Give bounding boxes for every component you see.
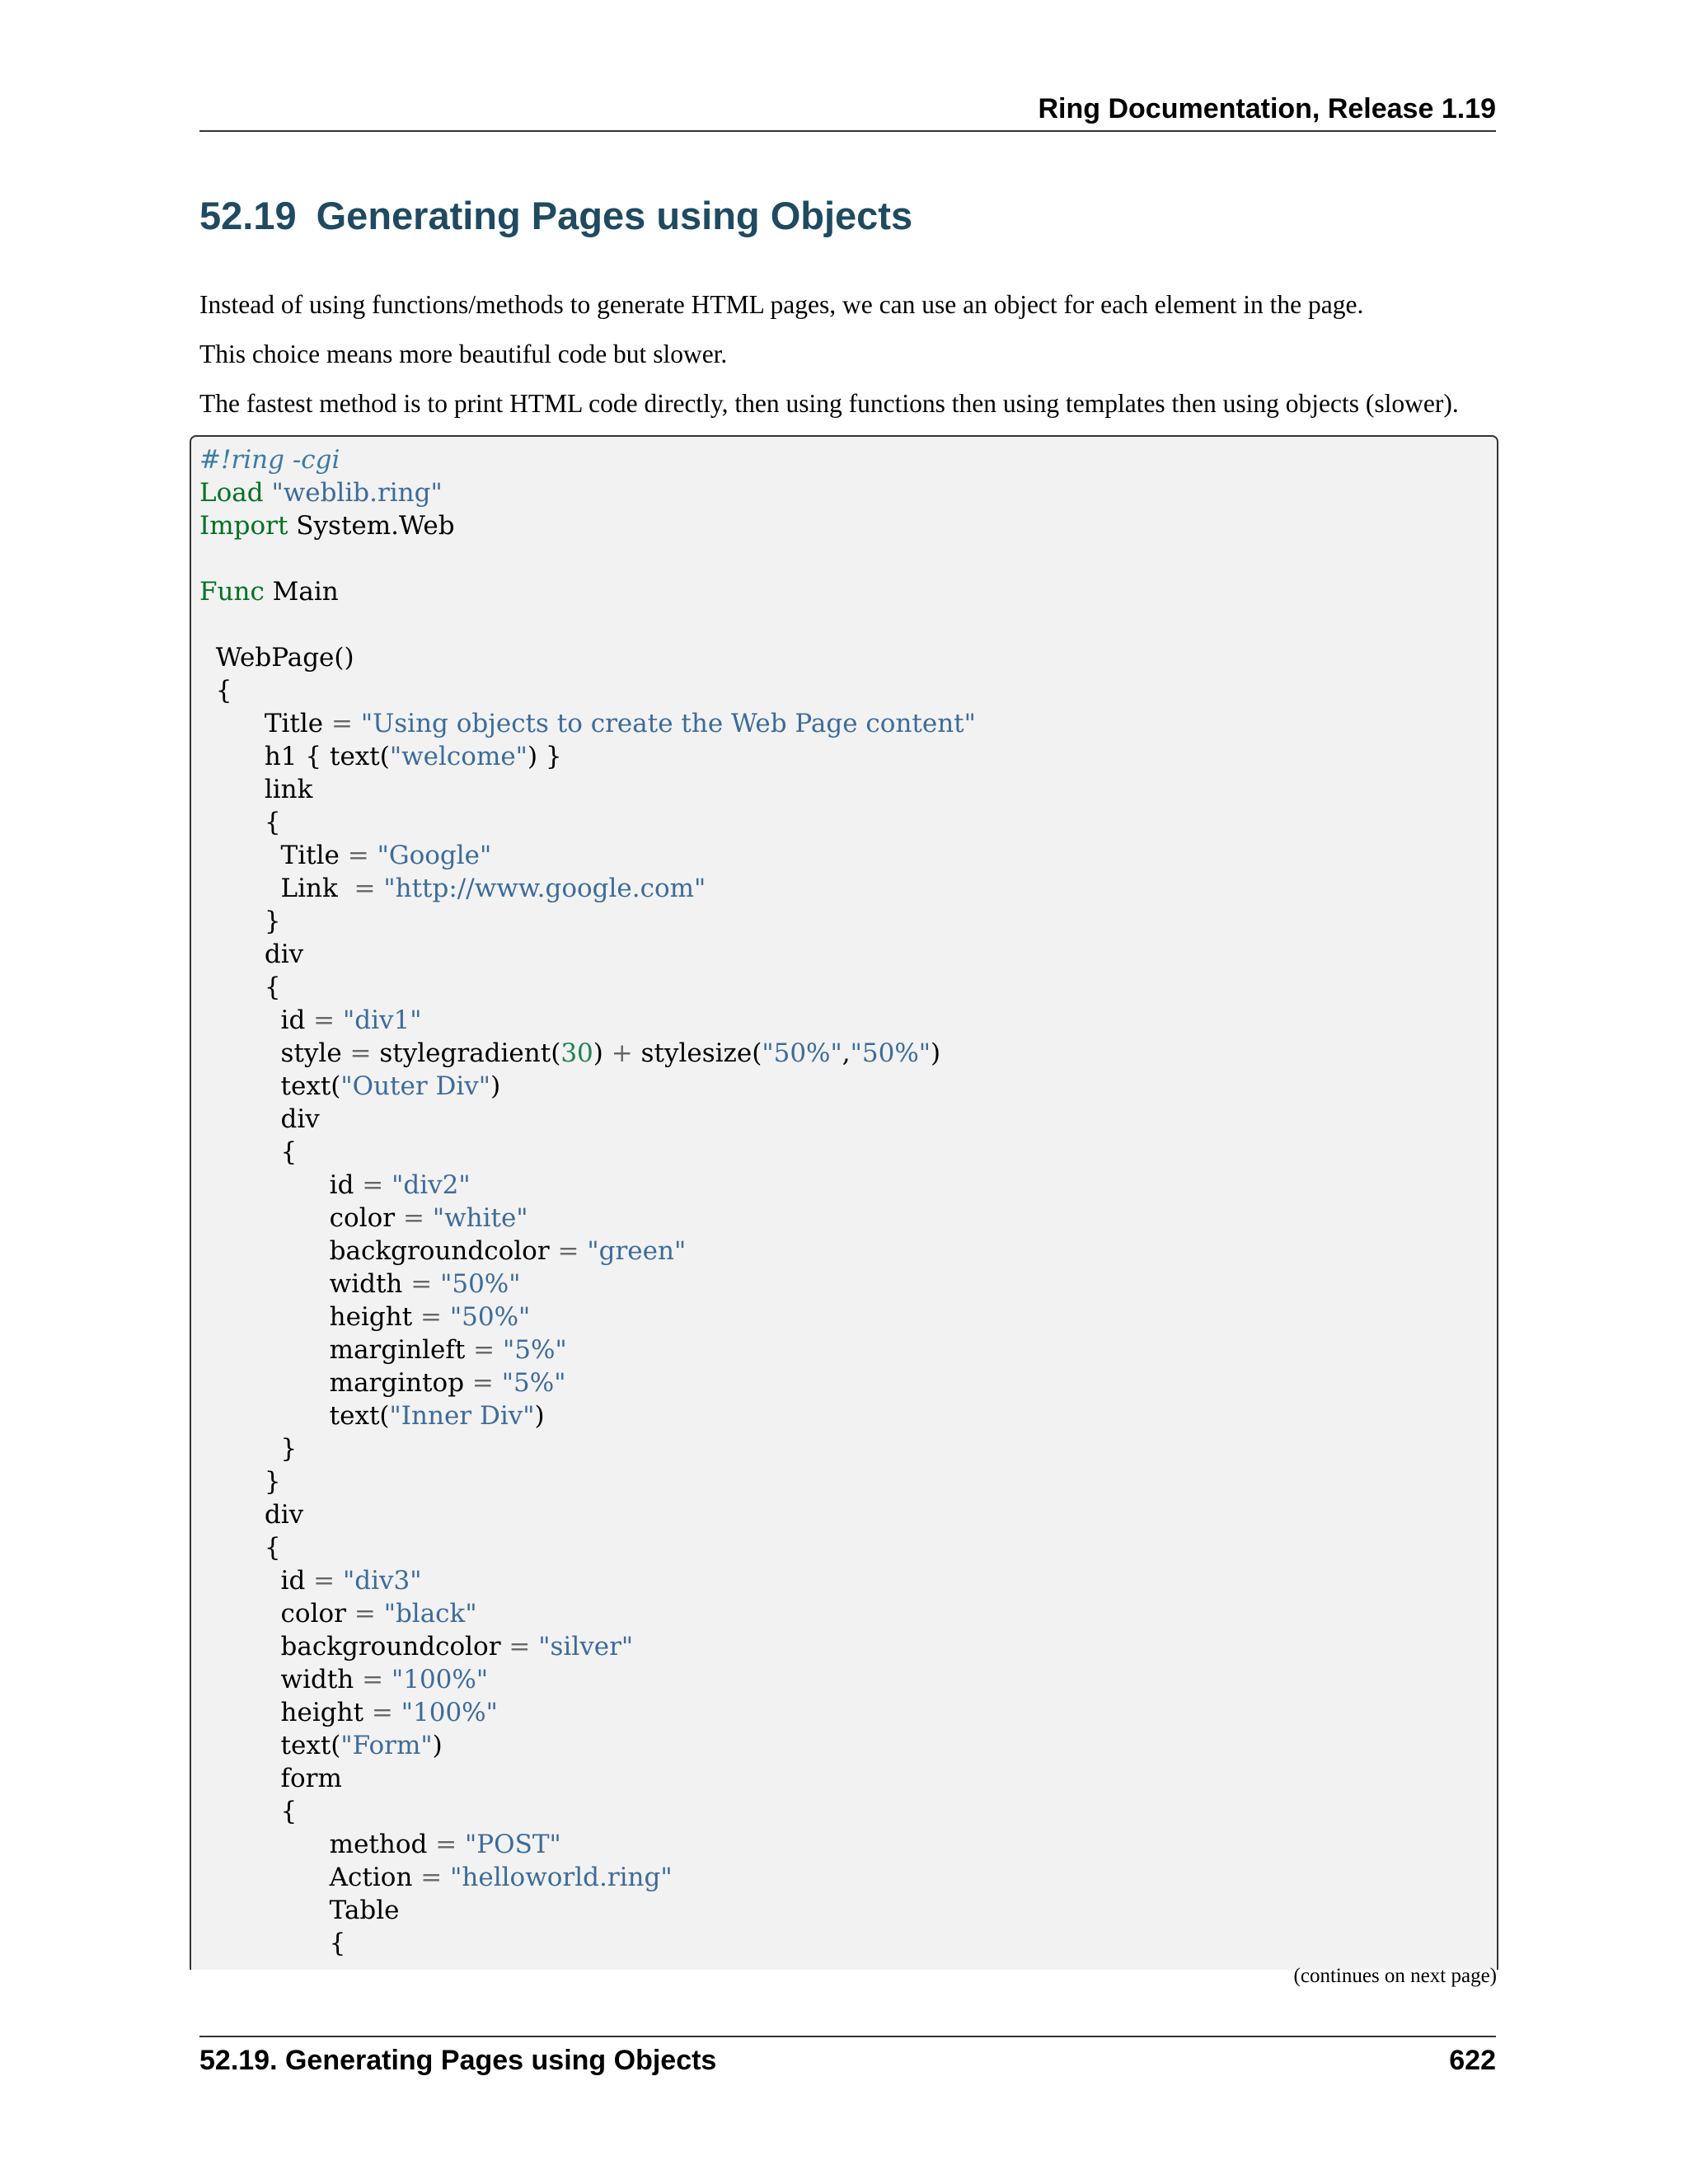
- code-block: [190, 435, 1498, 1970]
- header-rule: [199, 130, 1496, 132]
- code-line: Action = "helloworld.ring": [329, 1863, 673, 1892]
- code-line: {: [264, 972, 281, 1002]
- code-line: width = "100%": [280, 1665, 489, 1694]
- code-line: Import System.Web: [199, 511, 455, 541]
- page-number: 622: [1449, 2045, 1496, 2076]
- section-number: 52.19: [199, 194, 297, 237]
- section-heading: [199, 193, 912, 239]
- code-line: height = "50%": [329, 1302, 531, 1332]
- code-line: Load "weblib.ring": [199, 478, 443, 508]
- code-line: marginleft = "5%": [329, 1335, 567, 1365]
- code-line: WebPage(): [215, 643, 354, 673]
- code-line: {: [280, 1797, 298, 1826]
- code-listing: [199, 443, 976, 1960]
- code-line: text("Inner Div"): [329, 1401, 545, 1431]
- code-line: Func Main: [199, 577, 339, 607]
- paragraph-speed: The fastest method is to print HTML code directly, then using functions then using templates then using objects (slower).: [199, 389, 1459, 418]
- code-line: color = "white": [329, 1203, 528, 1233]
- code-line: link: [264, 775, 313, 804]
- code-line: #!ring -cgi: [199, 445, 340, 475]
- code-line: Title = "Google": [280, 841, 492, 870]
- code-line: {: [264, 808, 281, 837]
- code-line: method = "POST": [329, 1830, 561, 1859]
- code-line: id = "div3": [280, 1566, 422, 1596]
- code-line: id = "div2": [329, 1170, 471, 1200]
- code-line: div: [264, 1500, 304, 1530]
- code-line: div: [264, 940, 304, 969]
- code-line: id = "div1": [280, 1005, 422, 1035]
- code-line: }: [264, 907, 281, 936]
- code-line: }: [264, 1467, 281, 1497]
- code-line: text("Form"): [280, 1731, 443, 1760]
- code-line: div: [280, 1104, 320, 1134]
- footer-section-label: 52.19. Generating Pages using Objects: [199, 2045, 717, 2076]
- code-line: height = "100%": [280, 1698, 498, 1727]
- code-line: Link = "http://www.google.com": [280, 874, 706, 903]
- code-line: {: [329, 1929, 346, 1958]
- paragraph-intro: Instead of using functions/methods to generate HTML pages, we can use an object for each element in the page.: [199, 290, 1364, 319]
- code-line: {: [264, 1533, 281, 1563]
- code-line: Table: [329, 1896, 400, 1925]
- code-line: width = "50%": [329, 1269, 521, 1299]
- code-line: backgroundcolor = "green": [329, 1236, 687, 1266]
- code-line: margintop = "5%": [329, 1368, 566, 1398]
- code-line: backgroundcolor = "silver": [280, 1632, 634, 1661]
- code-line: {: [280, 1137, 298, 1167]
- code-line: color = "black": [280, 1599, 477, 1629]
- section-title: Generating Pages using Objects: [316, 194, 913, 237]
- code-line: text("Outer Div"): [280, 1071, 501, 1101]
- code-line: [199, 608, 976, 641]
- code-line: }: [280, 1434, 298, 1464]
- code-line: form: [280, 1764, 342, 1793]
- code-line: h1 { text("welcome") }: [264, 742, 562, 771]
- running-header: Ring Documentation, Release 1.19: [1038, 93, 1496, 124]
- continues-note: (continues on next page): [1293, 1965, 1497, 1987]
- code-line: [199, 542, 976, 575]
- code-line: Title = "Using objects to create the Web Page content": [264, 709, 976, 738]
- paragraph-tradeoff: This choice means more beautiful code but slower.: [199, 340, 728, 368]
- code-line: style = stylegradient(30) + stylesize("50%","50%"): [280, 1038, 941, 1068]
- footer-rule: [199, 2036, 1496, 2037]
- code-line: {: [215, 676, 232, 705]
